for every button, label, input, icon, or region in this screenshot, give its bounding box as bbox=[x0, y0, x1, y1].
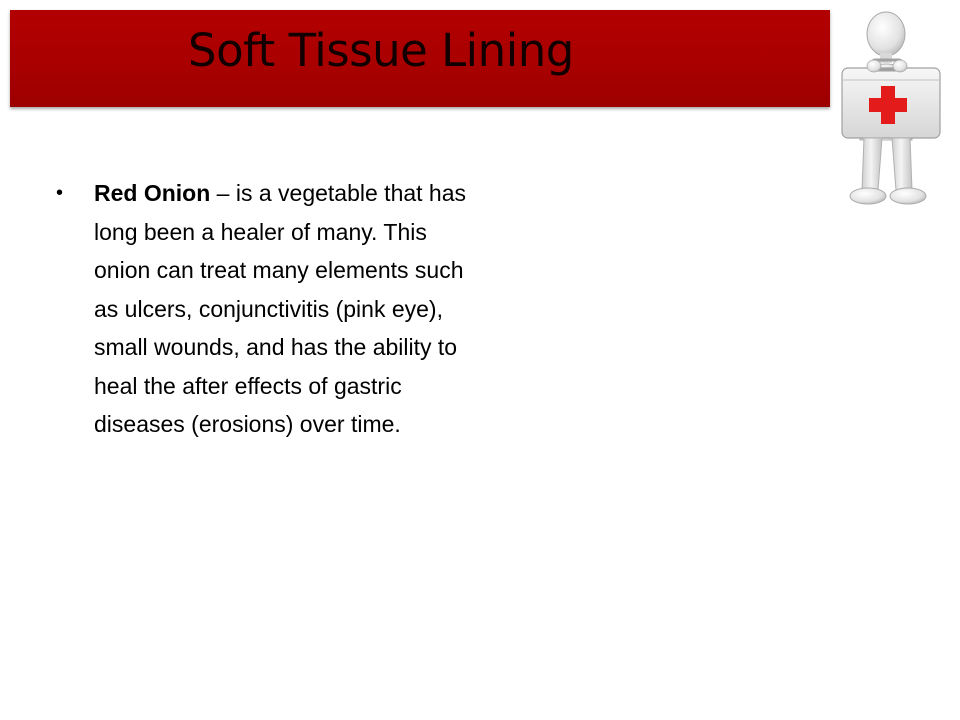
bullet-description: – is a vegetable that has long been a healer of many. This onion can treat many elements such as ulcers, conjunctivitis (pink eye), small wounds, and has the ability to heal the after effects of gastric diseases (erosions) over time. bbox=[94, 180, 467, 437]
bullet-list bbox=[56, 174, 476, 444]
first-aid-figure-icon bbox=[834, 4, 960, 210]
bullet-term: Red Onion bbox=[94, 180, 211, 206]
bullet-marker: • bbox=[56, 182, 64, 204]
bullet-text bbox=[94, 174, 466, 444]
list-item bbox=[56, 174, 476, 444]
slide-title: Soft Tissue Lining bbox=[188, 24, 574, 77]
